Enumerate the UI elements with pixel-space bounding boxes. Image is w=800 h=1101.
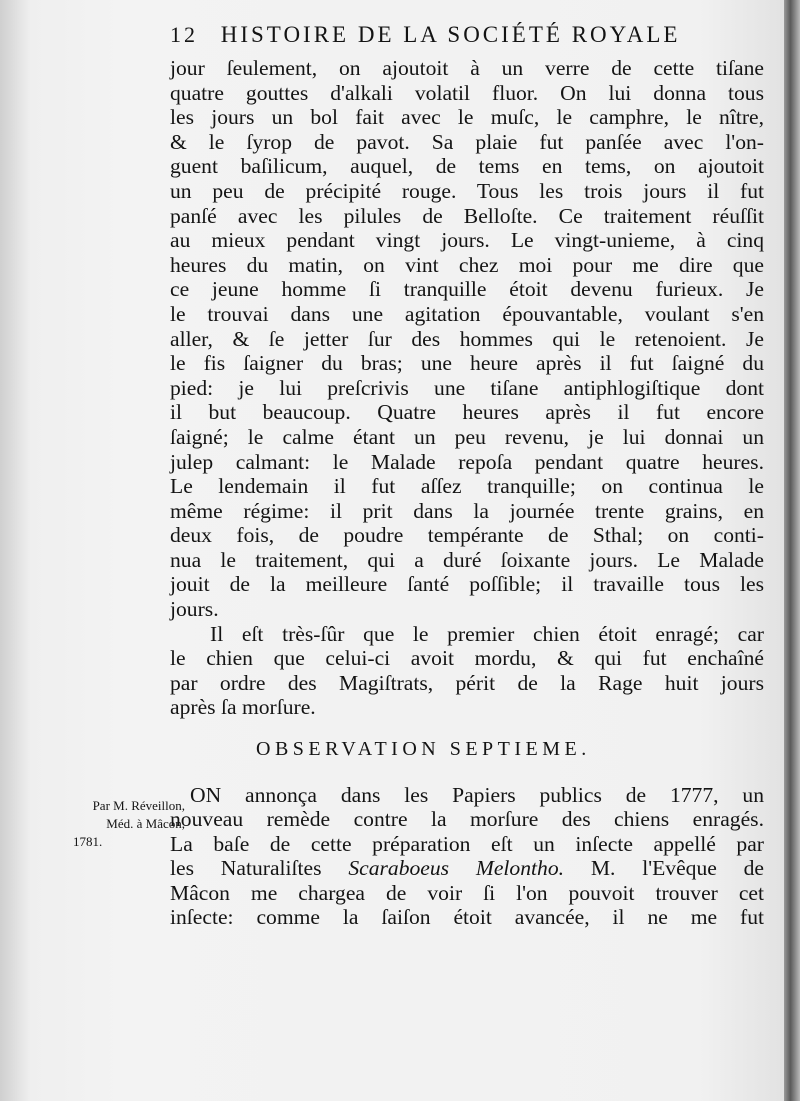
text-line: Il eſt très-ſûr que le premier chien étoit enragé; car [210,621,764,646]
text-line: inſecte: comme la ſaiſon étoit avancée, il ne me fut [170,905,764,930]
text-line: même régime: il prit dans la journée trente grains, en [170,498,764,523]
text-line: nua le traitement, qui a duré ſoixante jours. Le Malade [170,547,764,572]
paragraph-1 [170,56,764,622]
text-line: par ordre des Magiſtrats, périt de la Rage huit jours [170,670,764,695]
text-line: le chien que celui-ci avoit mordu, & qui fut enchaîné [170,646,764,671]
paragraph-3 [170,783,765,930]
section-heading: OBSERVATION SEPTIEME. [256,738,591,760]
margin-note-place: Méd. à Mâcon, [106,816,185,831]
margin-note-year: 1781. [73,834,103,849]
text-line: il but beaucoup. Quatre heures après il fut encore [170,400,764,425]
paragraph-2 [170,622,764,720]
text-line: jouit de la meilleure ſanté poſſible; il travaille tous les [170,572,764,597]
running-title: HISTOIRE DE LA SOCIÉTÉ ROYALE [220,22,681,47]
text-line: ſaigné; le calme étant un peu revenu, je lui donnai un [170,424,764,449]
text-line: guent baſilicum, auquel, de tems en tems, on ajoutoit [170,154,764,179]
page-edge-shadow [784,0,800,1101]
text-line: Mâcon me chargea de voir ſi l'on pouvoit trouver cet [170,880,764,905]
text-line: & le ſyrop de pavot. Sa plaie fut panſée avec l'on- [170,129,764,154]
text-fragment: les Naturaliſtes [170,856,322,881]
text-line: pied: je lui preſcrivis une tiſane antiphlogiſtique dont [170,375,764,400]
text-line: La baſe de cette préparation eſt un inſecte appellé par [170,831,764,856]
main-text [170,56,764,720]
text-line: ce jeune homme ſi tranquille étoit devenu furieux. Je [170,277,764,302]
text-line: heures du matin, on vint chez moi pour me dire que [170,252,764,277]
text-line: quatre gouttes d'alkali volatil fluor. On lui donna tous [170,80,764,105]
text-line: le fis ſaigner du bras; une heure après il fut ſaigné du [170,351,764,376]
margin-note-author: Par M. Réveillon, [92,798,185,813]
text-line: julep calmant: le Malade repoſa pendant quatre heures. [170,449,764,474]
text-line: ON annonça dans les Papiers publics de 1777, un [190,783,764,807]
text-line: aller, & ſe jetter ſur des hommes qui le retenoient. Je [170,326,764,351]
text-line: panſé avec les pilules de Belloſte. Ce traitement réuſſit [170,203,764,228]
text-fragment: M. l'Evêque de [590,856,765,881]
text-line: un peu de précipité rouge. Tous les trois jours il fut [170,178,764,203]
margin-note [55,797,185,851]
text-line: nouveau remède contre la morſure des chiens enragés. [170,807,764,832]
text-line: les jours un bol fait avec le muſc, le camphre, le nître, [170,105,764,130]
text-line: deux fois, de poudre tempérante de Sthal; on conti- [170,523,764,548]
text-line: le trouvai dans une agitation épouvantable, voulant s'en [170,301,764,326]
text-line: jour ſeulement, on ajoutoit à un verre de cette tiſane [170,56,764,80]
text-line: Le lendemain il fut aſſez tranquille; on continua le [170,474,764,499]
species-name: Scaraboeus Melontho. [348,856,565,881]
text-line: au mieux pendant vingt jours. Le vingt-unieme, à cinq [170,228,764,253]
text-line: après ſa morſure. [170,695,316,720]
running-header [170,22,770,52]
page-number: 12 [170,22,198,47]
text-line: jours. [170,597,219,622]
text-line [170,856,764,880]
